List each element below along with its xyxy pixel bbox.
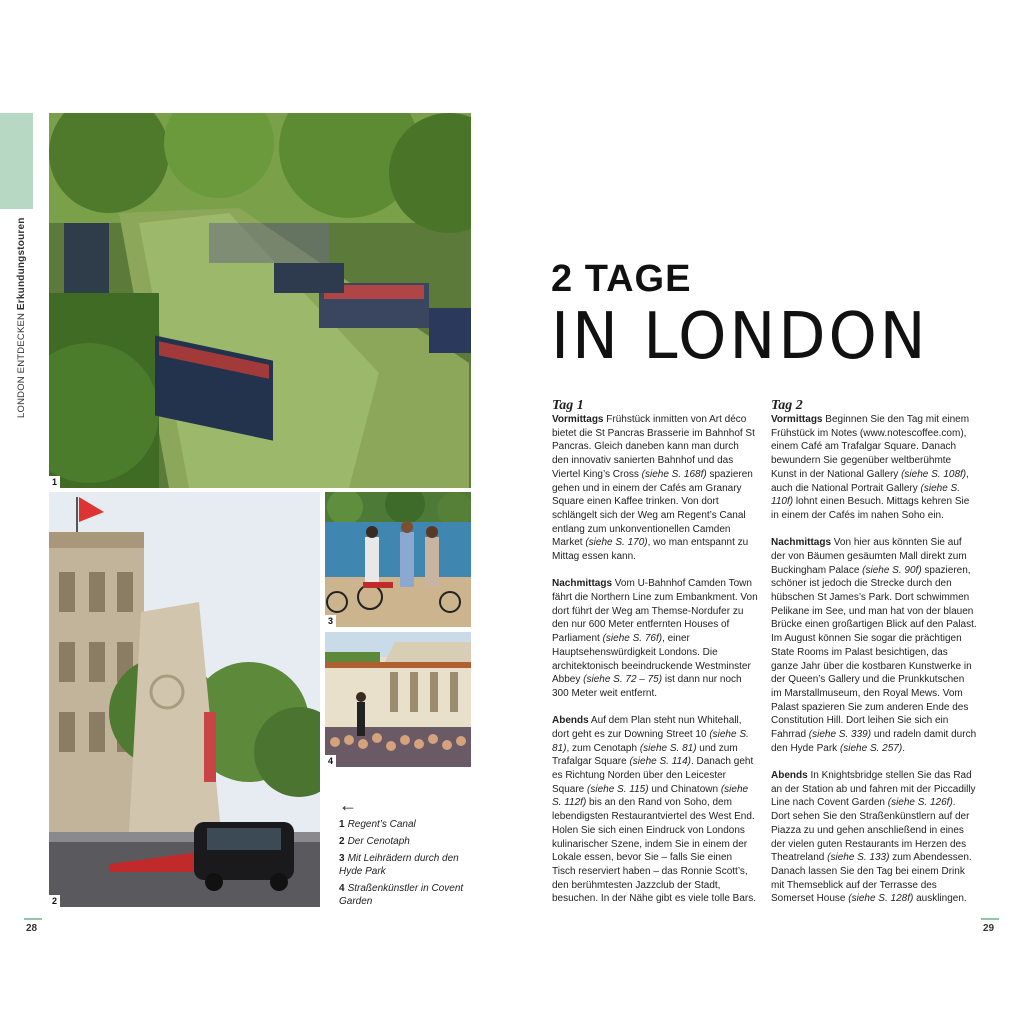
- day2-heading: Tag 2: [771, 398, 803, 413]
- photo-number: 1: [49, 476, 60, 488]
- photo-cenotaph: [49, 492, 320, 907]
- photo-number: 2: [49, 895, 60, 907]
- caption: 4 Straßenkünstler in Covent Garden: [339, 883, 464, 907]
- photo-canal: [49, 113, 471, 488]
- section-label: LONDON ENTDECKEN: [16, 312, 27, 418]
- photo-covent-garden: [325, 632, 471, 767]
- page-number-right: 29: [983, 923, 995, 934]
- photo-bikes: [325, 492, 471, 627]
- day1-afternoon: Nachmittags Vom U-Bahnhof Camden Town fährt die Northern Line zum Embankment. Von dort führt der Weg am Themse-Nordufer zu den nur 600 Meter entfernten Houses of Parliament (siehe S. 76f), einer Hauptsehenswürdigkeit Londons. Die architektonisch beeindruckende Westminster Abbey (siehe S. 72 – 75) ist dann nur noch 300 Meter weit entfernt.: [552, 578, 758, 699]
- day2-evening: Abends In Knightsbridge stellen Sie das Rad an der Station ab und fahren mit der Piccadilly Line nach Covent Garden (siehe S. 126f). Dort sehen Sie den Straßenkünstlern auf der Piazza zu und gehen anschließend in eines der vielen guten Restaurants im Herzen des Theatreland (siehe S. 133) zum Abendessen. Danach lassen Sie den Tag bei einem Drink mit Themseblick auf der Terrasse des Somerset House (siehe S. 128f) ausklingen.: [771, 770, 976, 905]
- day2-afternoon: Nachmittags Von hier aus könnten Sie auf der von Bäumen gesäumten Mall direkt zum Buckingham Palace (siehe S. 90f) spazieren, schöner ist jedoch die Strecke durch den hübschen St James’s Park. Dort schwimmen Pelikane im See, und man hat von der blauen Brücke einen großartigen Blick auf den Palast. Im August können Sie sogar die prächtigen State Rooms im Palast besichtigen, das ganze Jahr über die kostbaren Kunstwerke in der Queen’s Gallery und die Prunkkutschen im Marstallmuseum, den Royal Mews. Vom Palast spazieren Sie zum anderen Ende des Constitution Hill. Dort leihen Sie sich ein Fahrrad (siehe S. 339) und radeln damit durch den Hyde Park (siehe S. 257).: [771, 537, 977, 754]
- day1-column: [552, 399, 758, 920]
- chapter-tab: [0, 113, 33, 209]
- chapter-label: Erkundungstouren: [16, 217, 27, 311]
- photo-number: 4: [325, 755, 336, 767]
- photo-captions: [339, 796, 479, 912]
- day2-morning: Vormittags Beginnen Sie den Tag mit einem Frühstück im Notes (www.notescoffee.com), einem Café am Trafalgar Square. Danach bewundern Sie gegenüber weltberühmte Kunst in der National Gallery (siehe S. 108f), auch die National Portrait Gallery (siehe S. 110f) lohnt einen Besuch. Mittags kehren Sie in einem der Cafés im nahen Soho ein.: [771, 414, 970, 521]
- caption: 2 Der Cenotaph: [339, 836, 410, 847]
- day1-heading: Tag 1: [552, 398, 584, 413]
- page-title-line-2: IN LONDON: [551, 300, 929, 374]
- caption: 1 Regent’s Canal: [339, 819, 416, 830]
- arrow-left-icon: ←: [339, 795, 357, 815]
- page-number-accent: [24, 918, 42, 920]
- page-number-accent: [981, 918, 999, 920]
- sidebar-label: [16, 217, 27, 418]
- page-title-line-1: 2 TAGE: [551, 258, 692, 300]
- page-number-left: 28: [26, 923, 38, 934]
- photo-number: 3: [325, 615, 336, 627]
- day1-evening: Abends Auf dem Plan steht nun Whitehall, dort geht es zur Downing Street 10 (siehe S. 81), zum Cenotaph (siehe S. 81) und zum Trafalgar Square (siehe S. 114). Danach geht es Richtung Norden über den Leicester Square (siehe S. 115) und Chinatown (siehe S. 112f) bis an den Rand von Soho, dem lebendigsten Restaurantviertel des West End. Holen Sie sich einen Eindruck von Londons kulinarischer Szene, indem Sie in einem der Lokale essen, bevor Sie – falls Sie einen Tisch reserviert haben – das Ronnie Scott’s, den berühmtesten Jazzclub der Stadt, besuchen. In der Nähe gibt es viele tolle Bars.: [552, 715, 757, 905]
- day1-morning: Vormittags Frühstück inmitten von Art déco bietet die St Pancras Brasserie im Bahnhof St Pancras. Gleich daneben kann man durch den innovativ sanierten Bahnhof und das Viertel King’s Cross (siehe S. 168f) spazieren gehen und in einem der Cafés am Granary Square einen Kaffee trinken. Von dort schlängelt sich der Weg am Regent’s Canal entlang zum unkonventionellen Camden Market (siehe S. 170), wo man entspannt zu Mittag essen kann.: [552, 414, 755, 563]
- day2-column: [771, 399, 977, 920]
- caption: 3 Mit Leihrädern durch den Hyde Park: [339, 853, 459, 877]
